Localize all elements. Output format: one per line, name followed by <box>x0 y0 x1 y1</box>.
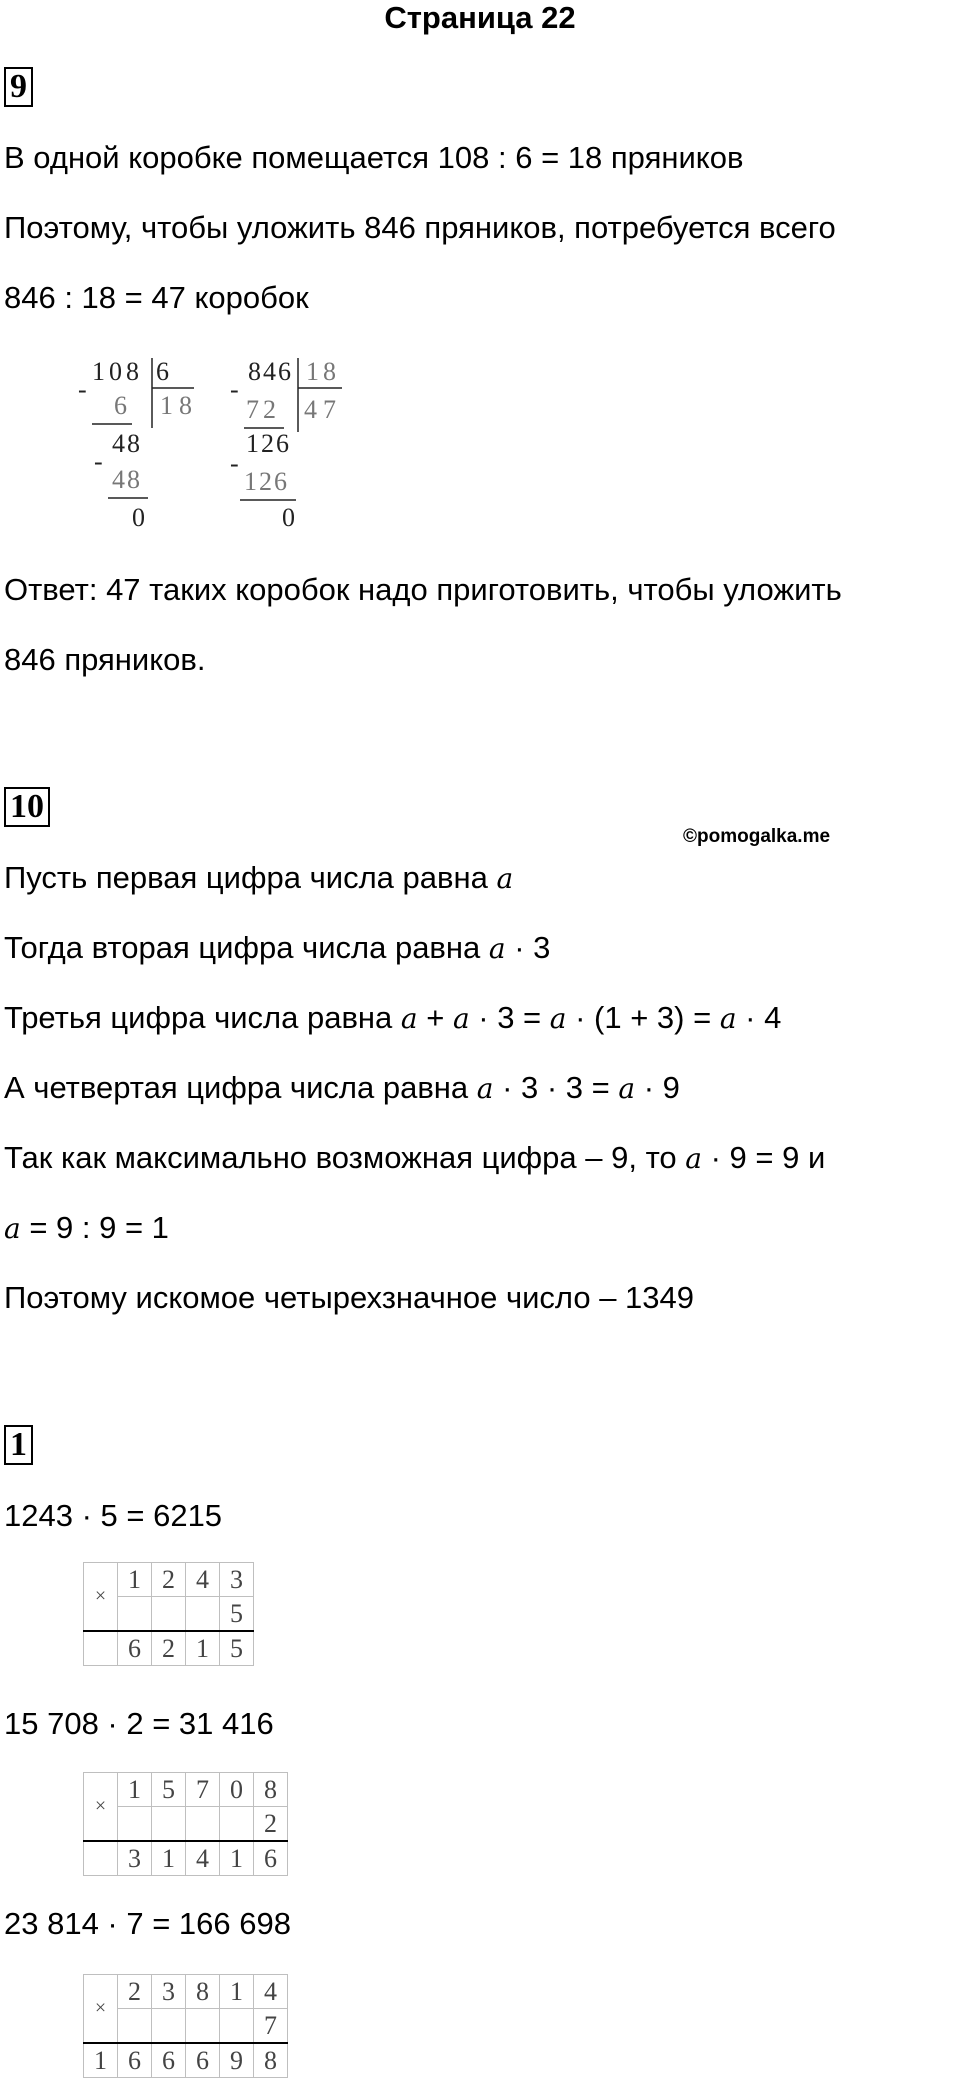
digit-cell: 3 <box>152 1975 186 2009</box>
digit-cell <box>220 1807 254 1842</box>
digit-cell: 1 <box>186 1631 220 1666</box>
digit-cell: 4 <box>186 1563 220 1597</box>
variable-a: a <box>549 1002 567 1035</box>
task10-line-5 <box>4 1138 825 1179</box>
digit-cell: 5 <box>152 1773 186 1807</box>
digit-cell: 9 <box>220 2043 254 2078</box>
digit-cell: 6 <box>254 1841 288 1876</box>
digit-cell <box>118 2009 152 2044</box>
text: · 9 <box>635 1070 680 1105</box>
digit-cell: 6 <box>186 2043 220 2078</box>
digit-cell: 4 <box>254 1975 288 2009</box>
task10-line-6 <box>4 1208 169 1249</box>
result: 0 <box>132 503 145 532</box>
equation: 23 814 · 7 = 166 698 <box>4 1906 291 1941</box>
text: А четвертая цифра числа равна <box>4 1070 477 1105</box>
task10-line-2 <box>4 928 550 969</box>
digit-cell: 1 <box>152 1841 186 1876</box>
task9-line-3: 846 : 18 = 47 коробок <box>4 280 309 315</box>
text: · 4 <box>736 1000 782 1035</box>
digit-cell: 7 <box>186 1773 220 1807</box>
equation: 15 708 · 2 = 31 416 <box>4 1706 274 1741</box>
quotient: 47 <box>304 395 342 424</box>
division-108-by-6 <box>78 357 198 532</box>
digit-cell: 1 <box>118 1563 152 1597</box>
text: = 9 : 9 = 1 <box>20 1210 169 1245</box>
variable-a: a <box>452 1002 470 1035</box>
digit-cell: 6 <box>152 2043 186 2078</box>
text: + <box>417 1000 453 1035</box>
task10-line-1 <box>4 858 513 899</box>
variable-a: a <box>488 932 506 965</box>
digit-cell: 2 <box>118 1975 152 2009</box>
task9-answer-line-2: 846 пряников. <box>4 642 206 677</box>
digit-cell: 1 <box>84 2043 118 2078</box>
digit-cell: 6 <box>118 1631 152 1666</box>
dividend: 846 <box>248 357 293 386</box>
result-row <box>84 1631 254 1666</box>
variable-a: a <box>400 1002 418 1035</box>
page-title: Страница 22 <box>384 0 576 35</box>
digit-cell <box>186 2009 220 2044</box>
variable-a: a <box>4 1212 21 1245</box>
subtrahend: 48 <box>112 465 142 494</box>
variable-a: a <box>476 1072 494 1105</box>
digit-cell: 6 <box>118 2043 152 2078</box>
digit-cell: 3 <box>220 1563 254 1597</box>
digit-cell: 2 <box>254 1807 288 1842</box>
multiply-sign: × <box>84 1773 118 1842</box>
text: · 9 = 9 и <box>702 1140 826 1175</box>
watermark: ©pomogalka.me <box>683 826 831 847</box>
digit-cell <box>152 2009 186 2044</box>
top-row <box>84 1975 288 2009</box>
digit-cell: 8 <box>254 2043 288 2078</box>
equation: 1243 · 5 = 6215 <box>4 1498 223 1533</box>
division-846-by-18 <box>230 357 342 532</box>
digit-cell: 7 <box>254 2009 288 2044</box>
top-row <box>84 1563 254 1597</box>
subtrahend: 126 <box>244 467 289 496</box>
minus-sign: - <box>230 449 239 478</box>
digit-cell <box>186 1807 220 1842</box>
long-division-work <box>70 348 360 548</box>
text: Тогда вторая цифра числа равна <box>4 930 489 965</box>
digit-cell: 0 <box>220 1773 254 1807</box>
divisor: 6 <box>156 357 169 386</box>
multiply-sign: × <box>84 1563 118 1632</box>
subtrahend: 6 <box>114 391 127 420</box>
digit-cell <box>152 1807 186 1842</box>
digit-cell <box>118 1597 152 1632</box>
task10-line-4 <box>4 1068 680 1109</box>
multiplication-table <box>83 1974 288 2078</box>
top-row <box>84 1773 288 1807</box>
divisor: 18 <box>306 357 340 386</box>
text: · 3 · 3 = <box>493 1070 619 1105</box>
digit-cell: 1 <box>220 1975 254 2009</box>
digit-cell: 8 <box>186 1975 220 2009</box>
minus-sign: - <box>78 375 87 404</box>
task10-line-3 <box>4 998 781 1039</box>
subtrahend: 72 <box>246 395 280 424</box>
dividend: 108 <box>92 357 143 386</box>
text: Пусть первая цифра числа равна <box>4 860 497 895</box>
digit-cell: 5 <box>220 1597 254 1632</box>
task9-line-1: В одной коробке помещается 108 : 6 = 18 пряников <box>4 140 744 175</box>
minus-sign: - <box>94 447 103 476</box>
digit-cell: 5 <box>220 1631 254 1666</box>
text: · 3 <box>505 930 551 965</box>
variable-a: a <box>685 1142 702 1175</box>
multiplication-table <box>83 1562 254 1666</box>
digit-cell <box>118 1807 152 1842</box>
multiply-sign: × <box>84 1975 118 2044</box>
digit-cell: 3 <box>118 1841 152 1876</box>
variable-a: a <box>496 862 514 895</box>
variable-a: a <box>719 1002 737 1035</box>
remainder: 126 <box>246 429 291 458</box>
remainder: 48 <box>112 429 142 458</box>
minus-sign: - <box>230 375 239 404</box>
quotient: 18 <box>160 391 198 420</box>
task-number-10: 10 <box>4 787 50 827</box>
result-row <box>84 2043 288 2078</box>
digit-cell: 1 <box>220 1841 254 1876</box>
task9-line-2: Поэтому, чтобы уложить 846 пряников, потребуется всего <box>4 210 836 245</box>
task9-answer-line-1: Ответ: 47 таких коробок надо приготовить, чтобы уложить <box>4 572 842 607</box>
digit-cell <box>84 1841 118 1876</box>
digit-cell: 4 <box>186 1841 220 1876</box>
digit-cell <box>84 1631 118 1666</box>
digit-cell: 1 <box>118 1773 152 1807</box>
digit-cell: 8 <box>254 1773 288 1807</box>
text: · 3 = <box>469 1000 550 1035</box>
digit-cell <box>152 1597 186 1632</box>
task-number-1: 1 <box>4 1425 33 1465</box>
text: Третья цифра числа равна <box>4 1000 401 1035</box>
text: · (1 + 3) = <box>566 1000 720 1035</box>
digit-cell <box>220 2009 254 2044</box>
variable-a: a <box>618 1072 636 1105</box>
task10-line-7: Поэтому искомое четырехзначное число – 1349 <box>4 1280 695 1315</box>
digit-cell: 2 <box>152 1563 186 1597</box>
digit-cell: 2 <box>152 1631 186 1666</box>
result-row <box>84 1841 288 1876</box>
text: Так как максимально возможная цифра – 9, то <box>4 1140 686 1175</box>
result: 0 <box>282 503 295 532</box>
task-number-9: 9 <box>4 67 33 107</box>
digit-cell <box>186 1597 220 1632</box>
multiplication-table <box>83 1772 288 1876</box>
